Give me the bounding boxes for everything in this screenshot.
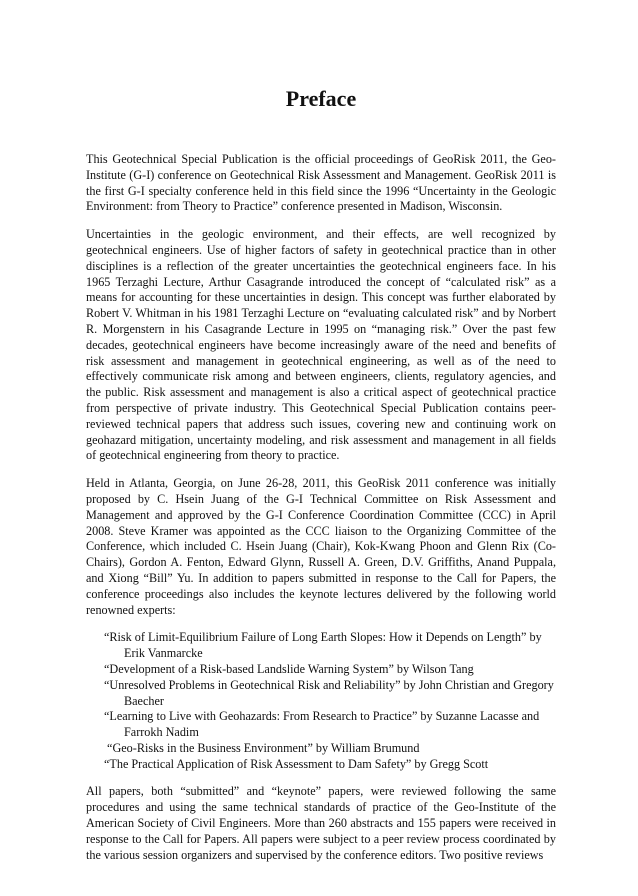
paragraph-review-process: All papers, both “submitted” and “keynote” papers, were reviewed following the same procedures and using the same technical standards of practice of the Geo-Institute of the American Society of Civil Engineers. More than 260 abstracts and 155 papers were received in response to the Call for Papers. All papers were subject to a peer review process coordinated by the various session organizers and supervised by the conference editors. Two positive reviews (86, 784, 556, 862)
keynote-item: “Unresolved Problems in Geotechnical Risk and Reliability” by John Christian and Gregory Baecher (104, 677, 554, 708)
keynote-item: “Risk of Limit-Equilibrium Failure of Long Earth Slopes: How it Depends on Length” by Erik Vanmarcke (104, 630, 542, 661)
paragraph-conference-history: Held in Atlanta, Georgia, on June 26-28, 2011, this GeoRisk 2011 conference was initially proposed by C. Hsein Juang of the G-I Technical Committee on Risk Assessment and Management and approved by the G-I Conference Coordination Committee (CCC) in April 2008. Steve Kramer was appointed as the CCC liaison to the Organizing Committee of the Conference, which included C. Hsein Juang (Chair), Kok-Kwang Phoon and Glenn Rix (Co-Chairs), Gordon A. Fenton, Edward Glynn, Russell A. Green, D.V. Griffiths, Anand Puppala, and Xiong “Bill” Yu. In addition to papers submitted in response to the Call for Papers, the conference proceedings also includes the keynote lectures delivered by the following world renowned experts: (86, 476, 556, 617)
page-title: Preface (285, 86, 357, 111)
keynote-item: “Geo-Risks in the Business Environment” by William Brumund (104, 740, 420, 755)
keynote-item: “Learning to Live with Geohazards: From Research to Practice” by Suzanne Lacasse and Farrokh Nadim (104, 709, 540, 740)
keynote-item: “The Practical Application of Risk Assessment to Dam Safety” by Gregg Scott (104, 756, 489, 771)
keynote-item: “Development of a Risk-based Landslide Warning System” by Wilson Tang (104, 661, 474, 676)
keynote-list (86, 630, 556, 772)
paragraph-uncertainties: Uncertainties in the geologic environment, and their effects, are well recognized by geotechnical engineers. Use of higher factors of safety in geotechnical practice than in other disciplines is a reflection of the greater uncertainties the geotechnical engineers face. In his 1965 Terzaghi Lecture, Arthur Casagrande introduced the concept of “calculated risk” as a means for accounting for these uncertainties in design. This concept was further elaborated by Robert V. Whitman in his 1981 Terzaghi Lecture on “evaluating calculated risk” and by Norbert R. Morgenstern in his Casagrande Lecture in 1995 on “managing risk.” Over the past few decades, geotechnical engineers have become increasingly aware of the need and benefits of risk assessment and management in geotechnical engineering, as well as of the need to effectively communicate risk among and between engineers, clients, regulatory agencies, and the public. Risk assessment and management is also a critical aspect of geotechnical practice from perspective of private industry. This Geotechnical Special Publication contains peer-reviewed technical papers that address such issues, covering new and continuing work on geohazard mitigation, uncertainty modeling, and risk assessment and management in all fields of geotechnical engineering from theory to practice. (86, 227, 556, 463)
document-page (86, 84, 556, 875)
paragraph-intro: This Geotechnical Special Publication is the official proceedings of GeoRisk 2011, the Geo-Institute (G-I) conference on Geotechnical Risk Assessment and Management. GeoRisk 2011 is the first G-I specialty conference held in this field since the 1996 “Uncertainty in the Geologic Environment: from Theory to Practice” conference presented in Madison, Wisconsin. (86, 152, 556, 214)
